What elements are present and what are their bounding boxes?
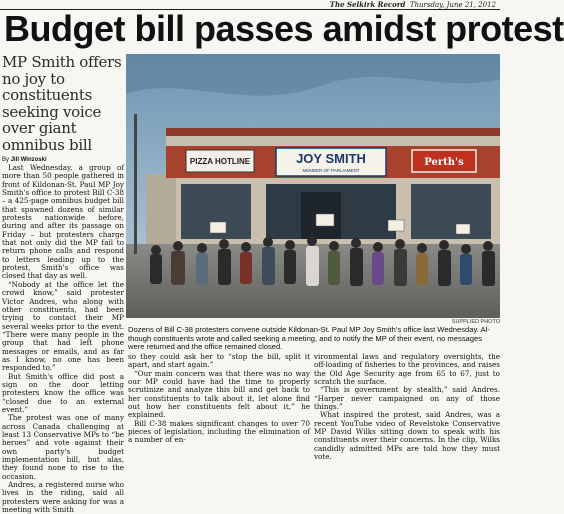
issue-date: Thursday, June 21, 2012 [409,1,496,9]
article-body-right [314,352,500,462]
paragraph: “Nobody at the office let the crowd know,” said protester Victor Andres, who along with other constituents, had been trying to contact their MP several weeks prior to the event. “There were many people in the group that had left phone messages or emails, and as far as I know, no one has been responded to.” [2,279,124,373]
article-body-left [2,164,124,514]
article-body-middle [128,352,310,445]
byline-prefix: By [2,157,10,163]
office-sign-text: JOY SMITH [296,151,366,166]
byline-author: Jill Winzoski [10,157,47,163]
photo-credit: SUPPLIED PHOTO [451,319,500,325]
left-column [2,53,124,514]
perth-sign-text: Perth's [424,157,464,168]
headline: Budget bill passes amidst protest [4,8,564,49]
paragraph: so they could ask her to “stop the bill, split it apart, and start again.” [128,352,310,370]
photo-caption [128,326,500,352]
deck: MP Smith offers no joy to constituents seeking voice over giant omnibus bill [2,53,122,154]
caption-line: Dozens of Bill C-38 protesters convene outside Kildonan-St. Paul MP Joy Smith's office last Wednesday. Al- [128,325,490,334]
paragraph: Andres, a registered nurse who lives in the riding, said all protesters were asking for was a meeting with Smith [2,480,124,514]
paragraph: vironmental laws and regulatory oversights, the off-loading of fisheries to the provinces, and raises the Old Age Security age from 65 to 67, just to scratch the surface. [314,352,500,387]
paragraph: What inspired the protest, said Andres, was a recent YouTube video of Revelstoke Conservative MP David Wilks sitting down to speak with his constituents over their concerns. In the clip, Wilks candidly admitted MPs are told how they must vote. [314,410,500,462]
paragraph: But Smith's office did post a sign on the door letting protesters know the office was “closed due to an external event.” [2,371,124,414]
protest-photo-illustration [126,54,500,318]
paragraph: Bill C-38 makes significant changes to over 70 pieces of legislation, including the elimination of a number of en- [128,418,310,445]
paragraph: “Our main concern was that there was no way our MP could have had the time to properly scrutinize and analyze this bill and get back to her constituents to talk about it, let alone find out how her constituents felt about it,” he explained. [128,368,310,420]
paragraph: The protest was one of many across Canada challenging at least 13 Conservative MPs to “be heroes” and vote against their own party's budget implementation bill, but alas, they found none to rise to the occasion. [2,413,124,481]
paragraph: Last Wednesday, a group of more than 50 people gathered in front of Kildonan-St. Paul MP Joy Smith's office to protest Bill C-38 – a 425-page omnibus budget bill that spawned dozens of similar protests nationwide before, during and after its passage on Friday – but protesters charge that not only did the MP fail to return phone calls and respond to letters leading up to the protest, Smith's office was closed that day as well. [2,163,124,281]
caption-line: though constituents wrote and called seeking a meeting, and to notify the MP of their event, no messages [128,333,483,343]
office-sign-subtext: MEMBER OF PARLIAMENT [302,168,360,173]
publication-name: The Selkirk Record [329,0,406,9]
pizza-sign-text: PIZZA HOTLINE [189,157,251,166]
caption-line: were returned and the office remained closed. [128,342,283,352]
protest-photo [126,54,500,318]
paragraph: “This is government by stealth,” said Andres. “Harper never campaigned on any of those things.” [314,385,500,412]
